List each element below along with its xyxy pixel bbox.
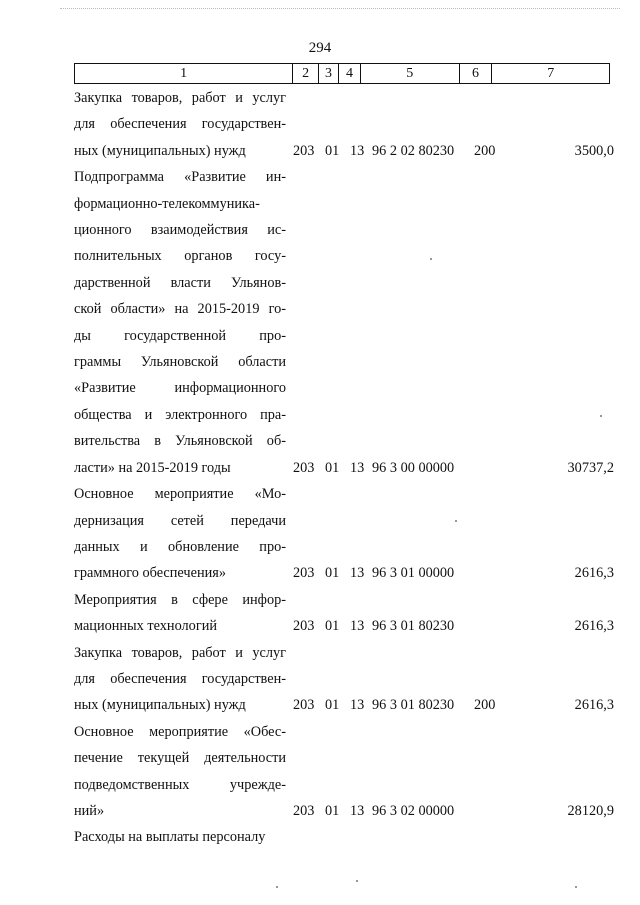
code-section: 01: [325, 565, 340, 582]
table-row: [74, 587, 614, 640]
row-description: [74, 164, 293, 481]
code-target-article: 96 3 01 00000: [372, 565, 455, 582]
header-col-2: 2: [293, 64, 319, 83]
row-codes: [293, 455, 614, 481]
row-description: [74, 481, 293, 587]
description-line: ных (муниципальных) нужд: [74, 697, 246, 714]
row-description: [74, 85, 293, 164]
code-section: 01: [325, 142, 340, 159]
code-target-article: 96 3 01 80230: [372, 697, 455, 714]
code-admin: 203: [293, 565, 315, 582]
code-section: [323, 824, 350, 850]
code-target-article: 96 3 01 80230: [372, 618, 455, 635]
row-description: [74, 640, 293, 719]
description-line: вительства в Ульяновской об-: [74, 433, 286, 450]
amount: [504, 824, 614, 850]
code-subsection: 13: [350, 697, 365, 714]
code-admin: 203: [293, 459, 315, 476]
code-section: 01: [325, 459, 340, 476]
code-admin: 203: [293, 802, 315, 819]
row-codes: [293, 692, 614, 718]
code-expense-type: [474, 560, 504, 586]
description-line: данных и обновление про-: [74, 538, 286, 555]
code-admin: 203: [293, 142, 315, 159]
description-line: Расходы на выплаты персоналу: [74, 829, 266, 846]
amount: 2616,3: [574, 565, 614, 582]
scan-speck: [575, 886, 577, 888]
description-line: Мероприятия в сфере инфор-: [74, 591, 286, 608]
description-line: формационно-телекоммуника-: [74, 195, 260, 212]
header-col-1: 1: [75, 64, 293, 83]
page-number: 294: [308, 40, 332, 56]
code-expense-type: [474, 455, 504, 481]
header-col-5: 5: [361, 64, 460, 83]
code-subsection: 13: [350, 142, 365, 159]
description-line: «Развитие информационного: [74, 380, 286, 397]
description-line: полнительных органов госу-: [74, 248, 286, 265]
description-line: дернизация сетей передачи: [74, 512, 286, 529]
table-row: [74, 85, 614, 164]
table-row: [74, 719, 614, 825]
code-expense-type: 200: [474, 142, 496, 159]
description-line: граммного обеспечения»: [74, 565, 226, 582]
code-expense-type: [474, 824, 504, 850]
row-codes: [293, 138, 614, 164]
header-col-3: 3: [319, 64, 339, 83]
table-header: [74, 63, 610, 84]
description-line: общества и электронного пра-: [74, 406, 286, 423]
code-subsection: [350, 824, 370, 850]
description-line: дарственной власти Ульянов-: [74, 274, 286, 291]
code-subsection: 13: [350, 802, 365, 819]
description-line: мационных технологий: [74, 618, 217, 635]
description-line: Закупка товаров, работ и услуг: [74, 644, 286, 661]
description-line: для обеспечения государствен-: [74, 670, 286, 687]
description-line: печение текущей деятельности: [74, 750, 286, 767]
description-line: ний»: [74, 802, 105, 819]
amount: 30737,2: [567, 459, 614, 476]
code-expense-type: 200: [474, 697, 496, 714]
row-codes: [293, 613, 614, 639]
code-subsection: 13: [350, 459, 365, 476]
code-admin: 203: [293, 697, 315, 714]
amount: 3500,0: [574, 142, 614, 159]
code-target-article: 96 2 02 80230: [372, 142, 455, 159]
code-section: 01: [325, 802, 340, 819]
scan-speck: [600, 415, 602, 417]
code-admin: [293, 824, 323, 850]
scan-speck: [276, 886, 278, 888]
description-line: ционного взаимодействия ис-: [74, 222, 286, 239]
scan-noise: [60, 8, 620, 11]
description-line: Подпрограмма «Развитие ин-: [74, 169, 286, 186]
description-line: Закупка товаров, работ и услуг: [74, 90, 286, 106]
header-col-4: 4: [339, 64, 361, 83]
amount: 28120,9: [567, 802, 614, 819]
code-section: 01: [325, 697, 340, 714]
description-line: ных (муниципальных) нужд: [74, 142, 246, 159]
code-target-article: 96 3 00 00000: [372, 459, 455, 476]
header-col-6: 6: [460, 64, 493, 83]
row-codes: [293, 798, 614, 824]
code-expense-type: [474, 613, 504, 639]
code-target-article: 96 3 02 00000: [372, 802, 455, 819]
scan-speck: [356, 880, 358, 882]
code-subsection: 13: [350, 618, 365, 635]
description-line: Основное мероприятие «Мо-: [74, 486, 286, 503]
table-row: [74, 640, 614, 719]
header-col-7: 7: [547, 65, 555, 81]
description-line: ской области» на 2015-2019 го-: [74, 301, 286, 318]
amount: 2616,3: [574, 618, 614, 635]
row-codes: [293, 824, 614, 850]
description-line: ласти» на 2015-2019 годы: [74, 459, 231, 476]
code-admin: 203: [293, 618, 315, 635]
row-codes: [293, 560, 614, 586]
description-line: ды государственной про-: [74, 327, 286, 344]
table-body: [74, 85, 614, 851]
description-line: Основное мероприятие «Обес-: [74, 723, 286, 740]
row-description: [74, 587, 293, 640]
description-line: граммы Ульяновской области: [74, 354, 286, 371]
description-line: подведомственных учрежде-: [74, 776, 286, 793]
code-expense-type: [474, 798, 504, 824]
row-description: [74, 824, 293, 850]
scan-speck: [430, 258, 432, 260]
amount: 2616,3: [574, 697, 614, 714]
description-line: для обеспечения государствен-: [74, 116, 286, 133]
scan-speck: [455, 520, 457, 522]
code-subsection: 13: [350, 565, 365, 582]
table-row: [74, 824, 610, 850]
code-section: 01: [325, 618, 340, 635]
table-row: [74, 481, 614, 587]
table-row: [74, 164, 614, 481]
row-description: [74, 719, 293, 825]
code-target-article: [370, 824, 474, 850]
